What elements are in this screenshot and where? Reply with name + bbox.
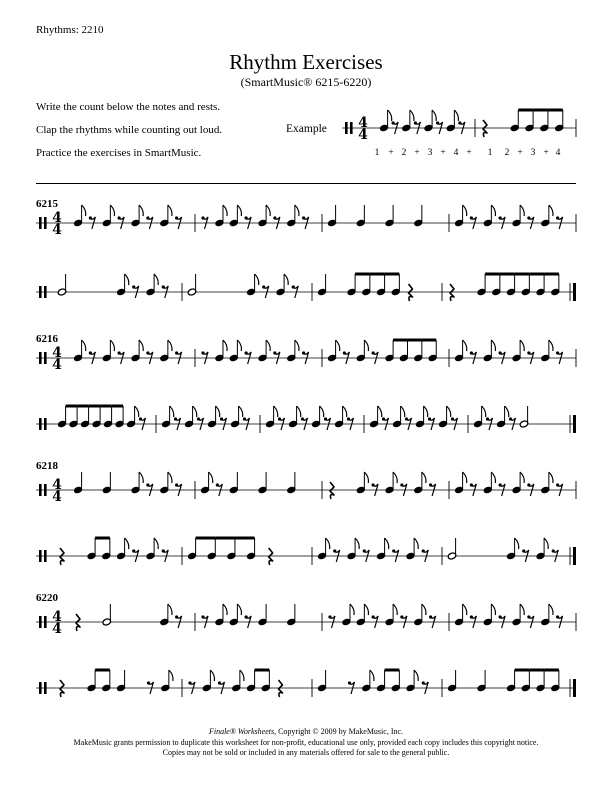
eighth-flag xyxy=(210,670,214,681)
footer-line-2: MakeMusic grants permission to duplicate this worksheet for non-profit, educational use only, provided each copy includes this copyright notice. xyxy=(73,737,539,747)
eighth-rest-dot xyxy=(343,351,346,354)
eighth-flag xyxy=(266,340,270,351)
instruction-write-count: Write the count below the notes and rests. xyxy=(36,101,221,113)
eighth-rest-dot xyxy=(139,417,142,420)
eighth-flag xyxy=(223,604,227,615)
eighth-rest-dot xyxy=(162,285,165,288)
eighth-rest-dot xyxy=(162,549,165,552)
eighth-flag xyxy=(125,538,129,549)
eighth-beam xyxy=(407,339,421,342)
page-title: Rhythm Exercises xyxy=(229,50,383,74)
example-count-9: 1 xyxy=(487,148,493,158)
eighth-flag xyxy=(237,205,241,216)
eighth-flag xyxy=(491,340,495,351)
eighth-rest-dot xyxy=(414,121,417,124)
percussion-clef-bar xyxy=(44,682,47,694)
percussion-clef-bar xyxy=(39,682,42,694)
exercise-number-6218: 6218 xyxy=(36,460,58,472)
percussion-clef-bar xyxy=(39,616,42,628)
eighth-flag xyxy=(237,340,241,351)
percussion-clef-bar xyxy=(39,217,42,229)
eighth-flag xyxy=(482,406,486,417)
eighth-rest-dot xyxy=(201,351,204,354)
eighth-beam xyxy=(95,537,110,540)
eighth-flag xyxy=(168,340,172,351)
eighth-beam xyxy=(100,405,112,408)
eighth-flag xyxy=(139,340,143,351)
eighth-flag xyxy=(491,205,495,216)
eighth-beam xyxy=(393,339,407,342)
eighth-rest-dot xyxy=(522,549,525,552)
eighth-flag xyxy=(82,340,86,351)
eighth-flag xyxy=(320,406,324,417)
eighth-flag xyxy=(110,340,114,351)
eighth-flag xyxy=(336,340,340,351)
percussion-clef-bar xyxy=(39,418,42,430)
eighth-flag xyxy=(410,110,414,121)
eighth-rest-dot xyxy=(118,216,121,219)
eighth-beam xyxy=(515,273,530,276)
eighth-rest-dot xyxy=(400,615,403,618)
eighth-rest-dot xyxy=(324,417,327,420)
instruction-practice: Practice the exercises in SmartMusic. xyxy=(36,147,202,159)
eighth-flag xyxy=(424,406,428,417)
eighth-flag xyxy=(223,340,227,351)
eighth-flag xyxy=(364,472,368,483)
eighth-flag xyxy=(168,205,172,216)
eighth-flag xyxy=(385,538,389,549)
final-bar-thick xyxy=(573,547,576,565)
eighth-rest-dot xyxy=(451,417,454,420)
eighth-flag xyxy=(515,538,519,549)
percussion-clef-bar xyxy=(345,122,348,134)
percussion-clef-bar xyxy=(350,122,353,134)
final-bar-thick xyxy=(573,283,576,301)
eighth-rest-dot xyxy=(328,615,331,618)
eighth-beam xyxy=(529,273,544,276)
eighth-flag xyxy=(209,472,213,483)
page-subtitle: (SmartMusic® 6215-6220) xyxy=(240,75,372,89)
eighth-rest-dot xyxy=(347,417,350,420)
eighth-rest-dot xyxy=(527,483,530,486)
eighth-beam xyxy=(255,669,270,672)
eighth-flag xyxy=(393,472,397,483)
eighth-flag xyxy=(239,406,243,417)
example-label: Example xyxy=(286,123,327,135)
eighth-flag xyxy=(139,472,143,483)
example-count-12: 3 xyxy=(530,148,536,158)
quarter-rest xyxy=(330,482,334,499)
eighth-flag xyxy=(343,406,347,417)
example-count-8: + xyxy=(466,148,472,158)
example-count-2: + xyxy=(388,148,394,158)
eighth-rest-dot xyxy=(147,681,150,684)
eighth-rest-dot xyxy=(89,216,92,219)
example-count-6: + xyxy=(440,148,446,158)
eighth-flag xyxy=(110,205,114,216)
eighth-flag xyxy=(135,406,139,417)
eighth-rest-dot xyxy=(175,216,178,219)
eighth-flag xyxy=(326,538,330,549)
eighth-rest-dot xyxy=(499,615,502,618)
eighth-flag xyxy=(544,538,548,549)
example-count-4: + xyxy=(414,148,420,158)
example-count-14: 4 xyxy=(555,148,561,158)
eighth-flag xyxy=(216,406,220,417)
percussion-clef-bar xyxy=(44,418,47,430)
eighth-rest-dot xyxy=(509,417,512,420)
eighth-flag xyxy=(170,406,174,417)
eighth-flag xyxy=(422,472,426,483)
eighth-rest-dot xyxy=(392,549,395,552)
eighth-flag xyxy=(266,205,270,216)
quarter-rest xyxy=(279,680,283,697)
eighth-flag xyxy=(414,670,418,681)
time-signature-top: 4 xyxy=(52,609,62,625)
exercise-6218-line-1 xyxy=(0,472,612,512)
eighth-rest-dot xyxy=(188,681,191,684)
eighth-rest-dot xyxy=(470,351,473,354)
eighth-rest-dot xyxy=(392,121,395,124)
eighth-flag xyxy=(378,406,382,417)
eighth-beam xyxy=(385,273,400,276)
example-rhythm-staff xyxy=(0,110,612,160)
eighth-beam xyxy=(529,669,544,672)
eighth-rest-dot xyxy=(146,483,149,486)
exercise-6216-line-2 xyxy=(0,406,612,446)
eighth-beam xyxy=(548,109,563,112)
eighth-flag xyxy=(520,205,524,216)
time-signature-top: 4 xyxy=(52,477,62,493)
eighth-rest-dot xyxy=(216,483,219,486)
eighth-flag xyxy=(520,604,524,615)
eighth-rest-dot xyxy=(363,549,366,552)
eighth-rest-dot xyxy=(556,615,559,618)
exercise-6220-line-2 xyxy=(0,670,612,710)
eighth-rest-dot xyxy=(436,121,439,124)
exercise-6215-line-2 xyxy=(0,274,612,314)
eighth-beam xyxy=(355,273,370,276)
eighth-flag xyxy=(491,472,495,483)
eighth-rest-dot xyxy=(273,216,276,219)
eighth-flag xyxy=(505,406,509,417)
worksheet-tag: Rhythms: 2210 xyxy=(36,24,104,36)
eighth-rest-dot xyxy=(132,549,135,552)
eighth-flag xyxy=(447,406,451,417)
eighth-beam xyxy=(515,669,530,672)
footer-copyright: , Copyright © 2009 by MakeMusic, Inc. xyxy=(274,727,404,736)
eighth-rest-dot xyxy=(422,681,425,684)
eighth-flag xyxy=(154,538,158,549)
eighth-flag xyxy=(255,274,259,285)
eighth-rest-dot xyxy=(556,216,559,219)
example-count-1: 1 xyxy=(374,148,380,158)
eighth-rest-dot xyxy=(273,351,276,354)
eighth-rest-dot xyxy=(429,483,432,486)
eighth-rest-dot xyxy=(262,285,265,288)
eighth-rest-dot xyxy=(175,615,178,618)
exercise-6216-line-1 xyxy=(0,340,612,380)
eighth-rest-dot xyxy=(470,216,473,219)
eighth-rest-dot xyxy=(382,417,385,420)
eighth-flag xyxy=(549,604,553,615)
example-count-10: 2 xyxy=(504,148,510,158)
eighth-rest-dot xyxy=(429,615,432,618)
footer-line-3: Copies may not be sold or included in any materials offered for sale to the general public. xyxy=(162,748,450,758)
time-signature-top: 4 xyxy=(52,345,62,361)
quarter-rest xyxy=(409,284,413,301)
eighth-beam xyxy=(112,405,124,408)
eighth-rest-dot xyxy=(333,549,336,552)
eighth-rest-dot xyxy=(499,483,502,486)
eighth-rest-dot xyxy=(400,483,403,486)
eighth-rest-dot xyxy=(348,681,351,684)
eighth-rest-dot xyxy=(499,351,502,354)
exercise-6215-line-1 xyxy=(0,205,612,245)
eighth-flag xyxy=(454,110,458,121)
eighth-rest-dot xyxy=(470,615,473,618)
eighth-flag xyxy=(463,472,467,483)
eighth-flag xyxy=(297,406,301,417)
eighth-flag xyxy=(274,406,278,417)
eighth-flag xyxy=(168,604,172,615)
quarter-rest xyxy=(60,548,64,565)
eighth-rest-dot xyxy=(527,351,530,354)
eighth-flag xyxy=(414,538,418,549)
eighth-beam xyxy=(196,537,216,540)
footer-brand: Finale® Worksheets xyxy=(208,727,275,736)
eighth-flag xyxy=(350,604,354,615)
exercise-number-6215: 6215 xyxy=(36,198,58,210)
eighth-rest-dot xyxy=(245,351,248,354)
copyright-footer xyxy=(0,727,612,759)
eighth-rest-dot xyxy=(175,483,178,486)
eighth-beam xyxy=(422,339,436,342)
eighth-rest-dot xyxy=(499,216,502,219)
eighth-rest-dot xyxy=(405,417,408,420)
eighth-flag xyxy=(223,205,227,216)
eighth-flag xyxy=(549,472,553,483)
eighth-flag xyxy=(284,274,288,285)
eighth-flag xyxy=(422,604,426,615)
eighth-beam xyxy=(235,537,255,540)
time-signature-top: 4 xyxy=(52,210,62,226)
eighth-rest-dot xyxy=(486,417,489,420)
percussion-clef-bar xyxy=(44,484,47,496)
eighth-rest-dot xyxy=(278,417,281,420)
eighth-flag xyxy=(154,274,158,285)
eighth-beam xyxy=(95,669,110,672)
time-signature-bottom: 4 xyxy=(52,489,62,505)
eighth-rest-dot xyxy=(302,351,305,354)
footer-line-1 xyxy=(0,727,612,738)
eighth-rest-dot xyxy=(527,216,530,219)
eighth-rest-dot xyxy=(220,417,223,420)
eighth-rest-dot xyxy=(201,615,204,618)
eighth-beam xyxy=(66,405,78,408)
exercise-number-6220: 6220 xyxy=(36,592,58,604)
eighth-flag xyxy=(549,340,553,351)
exercise-6218-line-2 xyxy=(0,538,612,578)
eighth-flag xyxy=(491,604,495,615)
time-signature-bottom: 4 xyxy=(52,357,62,373)
eighth-beam xyxy=(385,669,400,672)
eighth-flag xyxy=(432,110,436,121)
percussion-clef-bar xyxy=(44,616,47,628)
example-count-5: 3 xyxy=(427,148,433,158)
percussion-clef-bar xyxy=(39,352,42,364)
quarter-rest xyxy=(269,548,273,565)
time-signature-bottom: 4 xyxy=(358,127,368,143)
eighth-rest-dot xyxy=(132,285,135,288)
eighth-flag xyxy=(240,670,244,681)
eighth-flag xyxy=(401,406,405,417)
eighth-rest-dot xyxy=(552,549,555,552)
eighth-flag xyxy=(520,340,524,351)
eighth-rest-dot xyxy=(218,681,221,684)
percussion-clef-bar xyxy=(44,286,47,298)
eighth-rest-dot xyxy=(146,216,149,219)
eighth-rest-dot xyxy=(556,483,559,486)
eighth-beam xyxy=(544,273,559,276)
exercise-number-6216: 6216 xyxy=(36,333,58,345)
eighth-flag xyxy=(393,604,397,615)
eighth-rest-dot xyxy=(175,351,178,354)
quarter-rest xyxy=(450,284,454,301)
final-bar-thick xyxy=(573,679,576,697)
example-count-11: + xyxy=(517,148,523,158)
eighth-flag xyxy=(463,205,467,216)
section-divider xyxy=(36,183,576,184)
eighth-rest-dot xyxy=(118,351,121,354)
eighth-rest-dot xyxy=(302,216,305,219)
eighth-beam xyxy=(89,405,101,408)
eighth-flag xyxy=(169,670,173,681)
eighth-flag xyxy=(82,205,86,216)
eighth-beam xyxy=(533,109,548,112)
eighth-flag xyxy=(463,340,467,351)
eighth-beam xyxy=(518,109,533,112)
eighth-rest-dot xyxy=(372,351,375,354)
eighth-flag xyxy=(370,670,374,681)
example-count-7: 4 xyxy=(453,148,459,158)
percussion-clef-bar xyxy=(39,484,42,496)
eighth-rest-dot xyxy=(301,417,304,420)
eighth-rest-dot xyxy=(556,351,559,354)
time-signature-bottom: 4 xyxy=(52,621,62,637)
eighth-rest-dot xyxy=(146,351,149,354)
percussion-clef-bar xyxy=(44,217,47,229)
instruction-clap: Clap the rhythms while counting out loud. xyxy=(36,124,223,136)
eighth-flag xyxy=(549,205,553,216)
eighth-flag xyxy=(463,604,467,615)
eighth-flag xyxy=(295,340,299,351)
eighth-rest-dot xyxy=(201,216,204,219)
eighth-rest-dot xyxy=(245,216,248,219)
eighth-rest-dot xyxy=(527,615,530,618)
eighth-flag xyxy=(388,110,392,121)
eighth-rest-dot xyxy=(243,417,246,420)
eighth-beam xyxy=(500,273,515,276)
time-signature-bottom: 4 xyxy=(52,222,62,238)
eighth-rest-dot xyxy=(89,351,92,354)
eighth-rest-dot xyxy=(245,615,248,618)
eighth-rest-dot xyxy=(470,483,473,486)
eighth-flag xyxy=(355,538,359,549)
eighth-rest-dot xyxy=(422,549,425,552)
eighth-beam xyxy=(370,273,385,276)
eighth-flag xyxy=(168,472,172,483)
quarter-rest xyxy=(483,120,487,137)
eighth-flag xyxy=(139,205,143,216)
percussion-clef-bar xyxy=(44,550,47,562)
eighth-flag xyxy=(295,205,299,216)
eighth-beam xyxy=(77,405,89,408)
eighth-flag xyxy=(364,604,368,615)
final-bar-thick xyxy=(573,415,576,433)
example-count-3: 2 xyxy=(401,148,407,158)
eighth-rest-dot xyxy=(197,417,200,420)
eighth-rest-dot xyxy=(292,285,295,288)
eighth-rest-dot xyxy=(174,417,177,420)
eighth-beam xyxy=(485,273,500,276)
eighth-rest-dot xyxy=(458,121,461,124)
example-count-13: + xyxy=(543,148,549,158)
percussion-clef-bar xyxy=(39,550,42,562)
eighth-flag xyxy=(125,274,129,285)
percussion-clef-bar xyxy=(39,286,42,298)
percussion-clef-bar xyxy=(44,352,47,364)
quarter-rest xyxy=(60,680,64,697)
eighth-rest-dot xyxy=(372,483,375,486)
eighth-rest-dot xyxy=(428,417,431,420)
time-signature-top: 4 xyxy=(358,115,368,131)
eighth-beam xyxy=(544,669,559,672)
exercise-6220-line-1 xyxy=(0,604,612,644)
eighth-flag xyxy=(193,406,197,417)
eighth-beam xyxy=(215,537,235,540)
eighth-rest-dot xyxy=(372,615,375,618)
eighth-flag xyxy=(364,340,368,351)
eighth-flag xyxy=(520,472,524,483)
eighth-flag xyxy=(237,604,241,615)
quarter-rest xyxy=(76,614,80,631)
